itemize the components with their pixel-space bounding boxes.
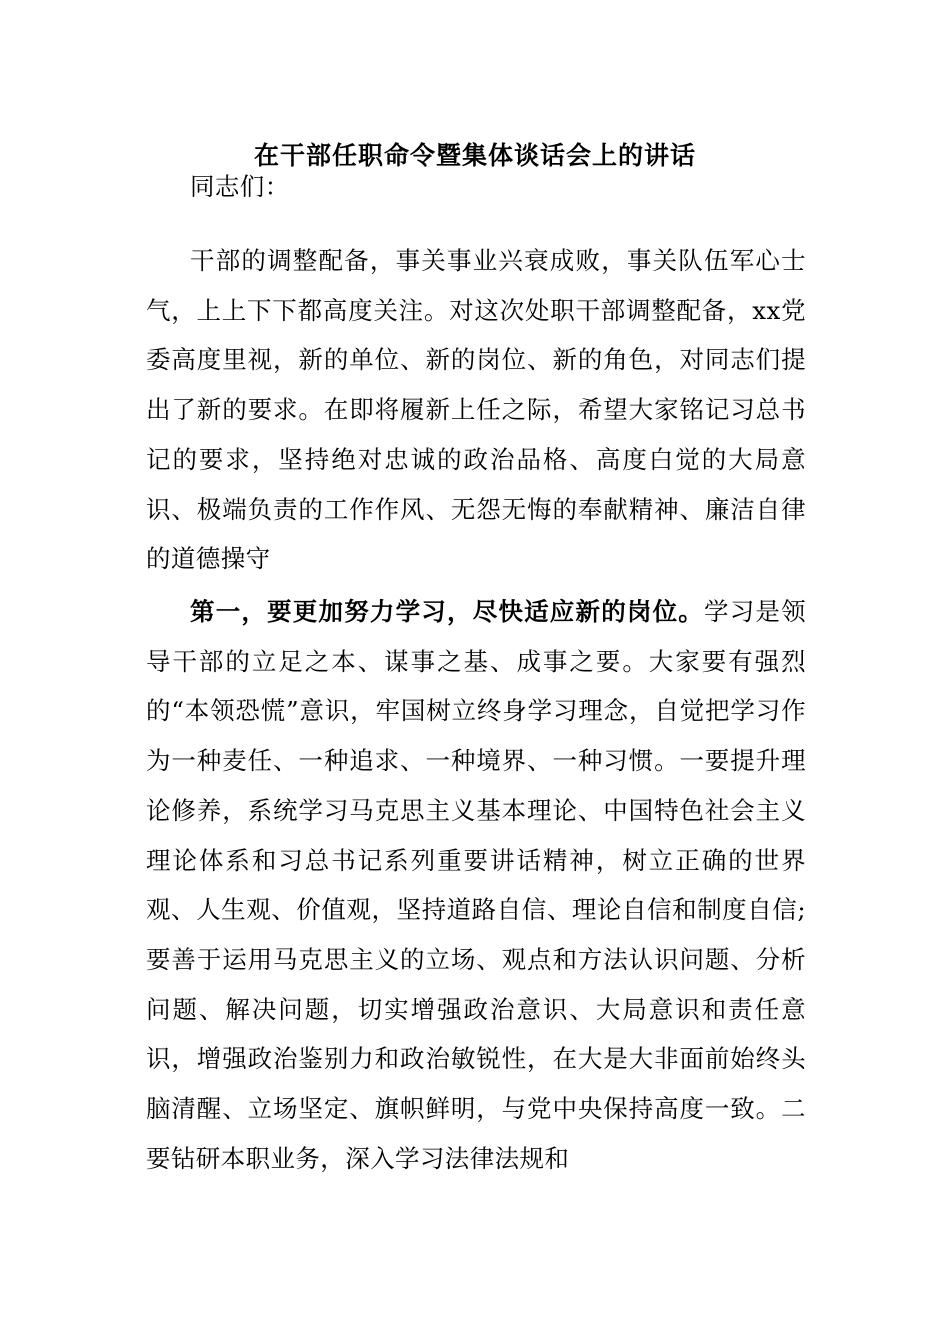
document-title: 在干部任职命令暨集体谈话会上的讲话 [253,141,696,170]
paragraph-lead-heading: 第一，要更加努力学习，尽快适应新的岗位。 [190,597,704,626]
paragraph-first-point [146,587,806,1183]
paragraph-body-text: 学习是领导干部的立足之本、谋事之基、成事之要。大家要有强烈的“本领恐慌”意识，牢国树立终身学习理念，自觉把学习作为一种麦任、一种追求、一种境界、一种习惯。一要提升理论修养，系统学习马克思主义基本理论、中国特色社会主义理论体系和习总书记系列重要讲话精神，树立正确的世界观、人生观、价值观，坚持道路自信、理论自信和制度自信;要善于运用马克思主义的立场、观点和方法认识问题、分析问题、解决问题，切实增强政治意识、大局意识和责任意识，增强政治鉴别力和政治敏锐性，在大是大非面前始终头脑清醒、立场坚定、旗帜鲜明，与党中央保持高度一致。二要钻研本职业务，深入学习法律法规和 [146,597,806,1173]
paragraph-intro: 干部的调整配备，事关事业兴衰成败，事关队伍军心士气，上上下下都高度关注。对这次处职干部调整配备，xx党委高度里视，新的单位、新的岗位、新的角色，对同志们提出了新的要求。在即将履新上任之际，希望大家铭记习总书记的要求，坚持绝对忠诚的政治品格、高度白觉的大局意识、极端负责的工作作风、无怨无悔的奉献精神、廉洁自律的道德操守 [146,246,806,574]
salutation: 同志们： [190,172,290,201]
